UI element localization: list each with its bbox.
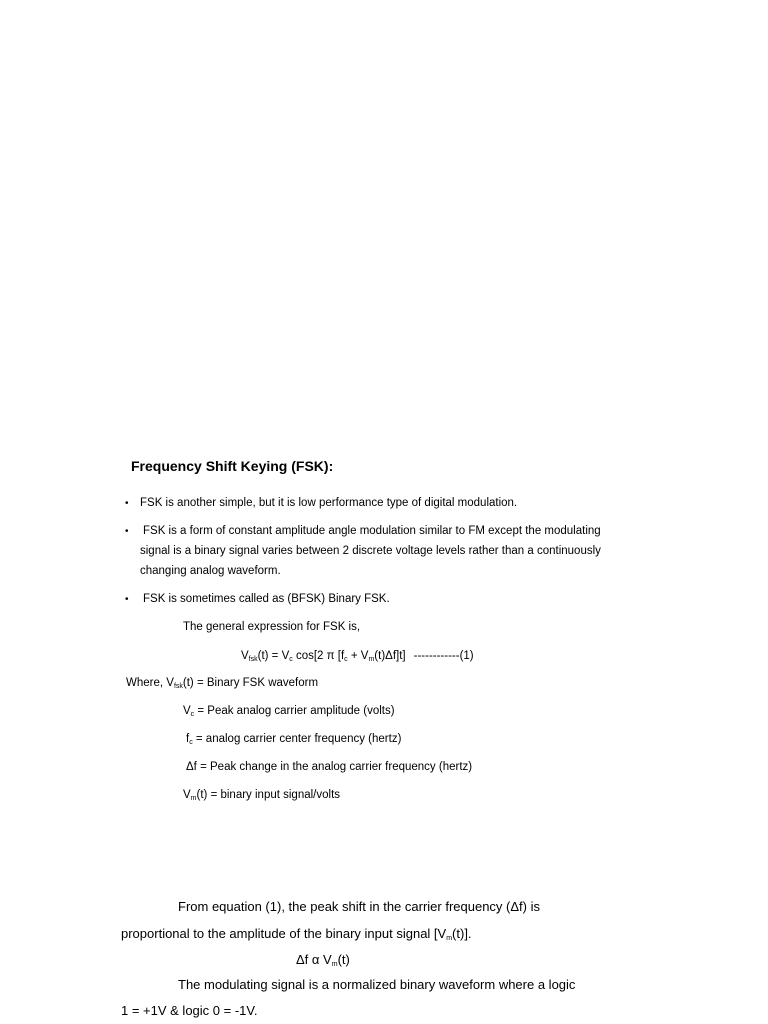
bullet-text: FSK is sometimes called as (BFSK) Binary FSK. bbox=[143, 593, 390, 605]
bullet-marker: • bbox=[125, 594, 129, 605]
expression-intro: The general expression for FSK is, bbox=[183, 621, 361, 633]
bullet-text-line: signal is a binary signal varies between 2 discrete voltage levels rather than a continuously bbox=[140, 545, 601, 557]
paragraph-line: From equation (1), the peak shift in the carrier frequency (Δf) is bbox=[178, 899, 541, 914]
fsk-equation: $V_{fsk}(t) = V_c$ cos[2 π $[f_c + V_m(t)\Delta f]t$] ------------(1) bbox=[241, 650, 474, 663]
bullet-text: FSK is another simple, but it is low performance type of digital modulation. bbox=[140, 497, 518, 509]
definition-delta-f: Δf = Peak change in the analog carrier frequency (hertz) bbox=[186, 761, 473, 773]
equation-tag: ------------(1) bbox=[413, 650, 474, 662]
paragraph-line: 1 = +1V & logic 0 = -1V. bbox=[121, 1003, 258, 1018]
definition-fc: $f_c = analog$ carrier center frequency (hertz) bbox=[186, 733, 402, 746]
page-title: Frequency Shift Keying (FSK): bbox=[131, 458, 334, 474]
where-line: Where, $V_{fsk}(t)$ = Binary FSK waveform bbox=[126, 677, 319, 690]
paragraph-line: proportional to the amplitude of the binary input signal $[V_m(t)]$. bbox=[121, 926, 472, 942]
definition-vc: $V_c$ = Peak analog carrier amplitude (volts) bbox=[183, 705, 395, 718]
bullet-marker: • bbox=[125, 498, 129, 509]
bullet-text-line: changing analog waveform. bbox=[140, 565, 281, 577]
definition-vm: $V_m(t)$ = binary input signal/volts bbox=[183, 789, 341, 802]
paragraph-line: The modulating signal is a normalized binary waveform where a logic bbox=[178, 977, 576, 992]
bullet-text-line: FSK is a form of constant amplitude angle modulation similar to FM except the modulating bbox=[143, 525, 601, 537]
bullet-marker: • bbox=[125, 526, 129, 537]
proportion-formula: Δf α $V_m(t)$ bbox=[296, 952, 350, 968]
